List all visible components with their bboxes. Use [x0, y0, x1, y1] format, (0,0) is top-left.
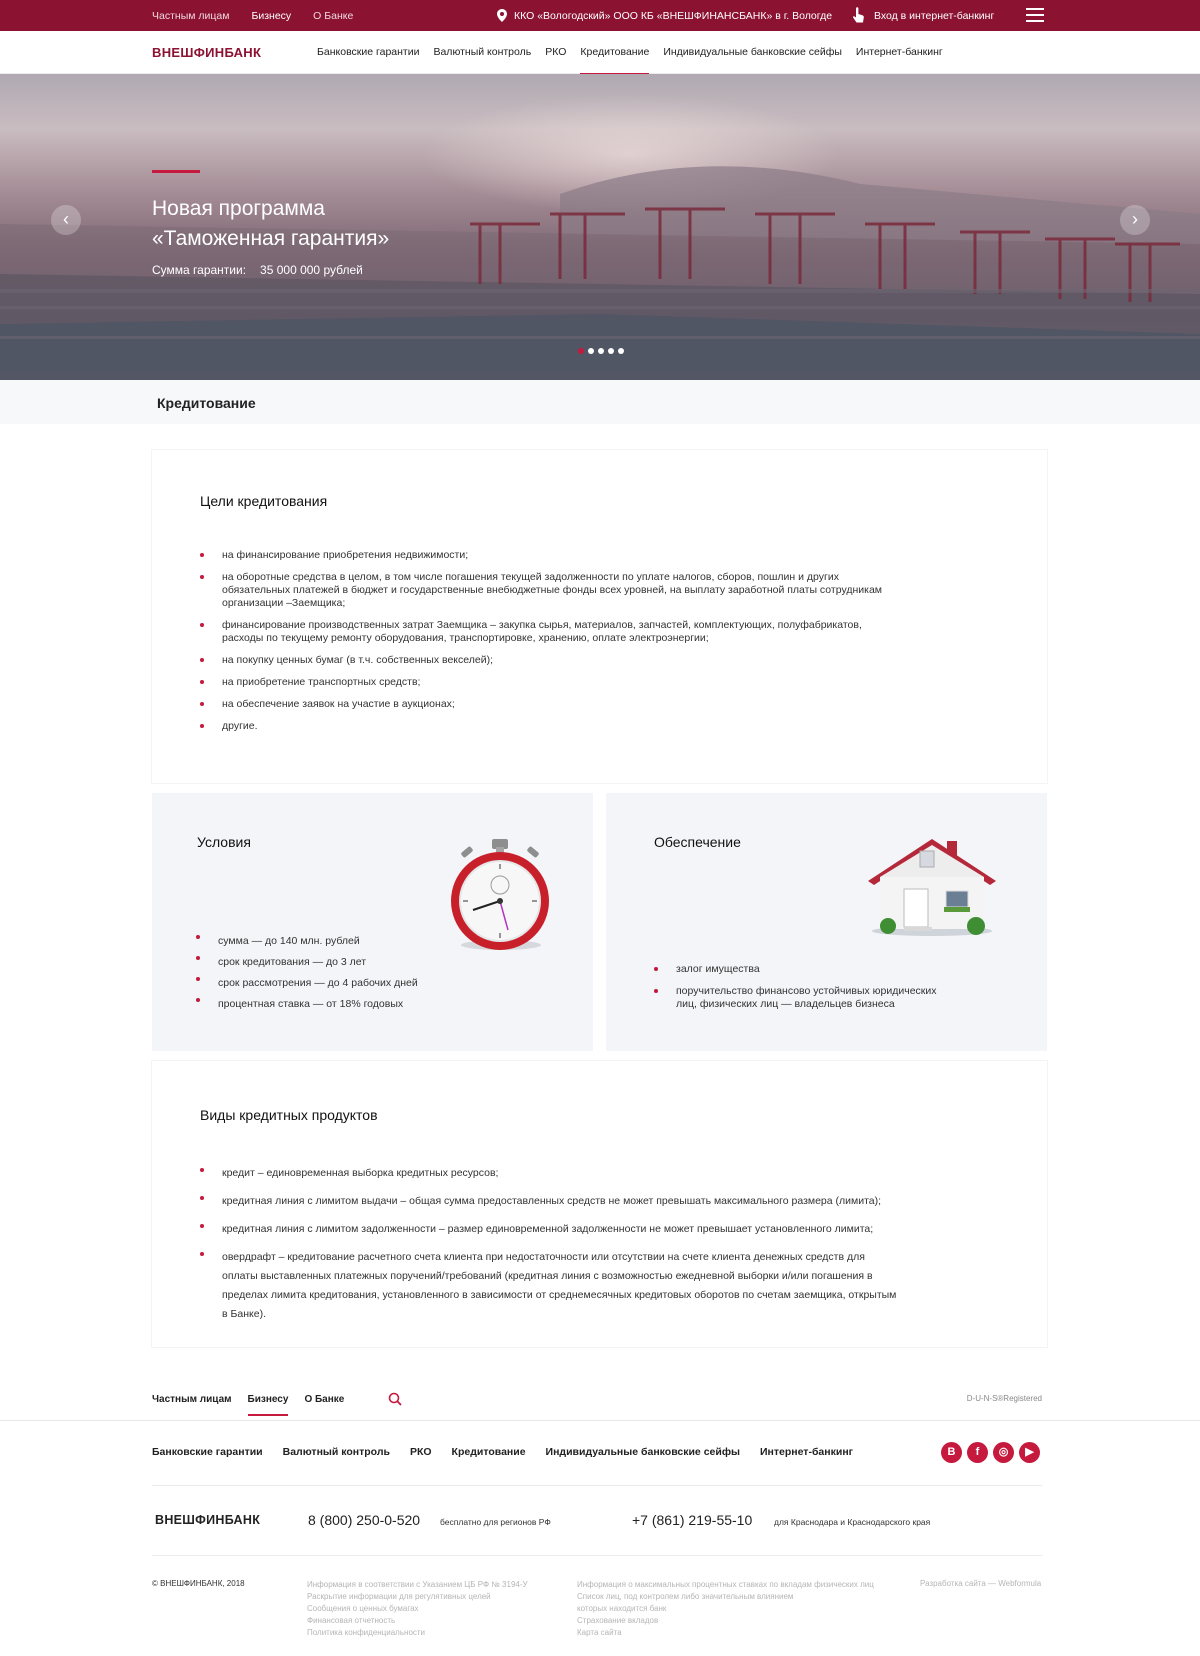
hero-title: Новая программа «Таможенная гарантия»	[152, 197, 390, 250]
list-item: финансирование производственных затрат Заемщика – закупка сырья, материалов, запчастей, комплектующих, полуфабрикатов, расходы по текущему ремонту оборудования, транспортировке, хранению, оплате электроэнергии;	[200, 619, 900, 645]
footer-nav-private[interactable]: Частным лицам	[152, 1394, 232, 1405]
footer-link-currency[interactable]: Валютный контроль	[282, 1446, 390, 1458]
goals-list	[200, 549, 900, 733]
slider-dots	[578, 348, 624, 354]
list-item: срок рассмотрения — до 4 рабочих дней	[196, 973, 496, 994]
top-nav-about[interactable]: О Банке	[313, 9, 354, 22]
footer-link[interactable]: Финансовая отчетность	[307, 1616, 396, 1625]
developer-credit[interactable]: Разработка сайта — Webformula	[920, 1579, 1042, 1588]
list-item: поручительство финансово устойчивых юридических лиц, физических лиц — владельцев бизнеса	[654, 985, 954, 1011]
products-card	[152, 1061, 1047, 1347]
slider-dot[interactable]	[598, 348, 604, 354]
logo[interactable]: ВНЕШФИНБАНК	[152, 45, 262, 60]
footer-link[interactable]: Информация в соответствии с Указанием ЦБ РФ № 3194-У	[307, 1580, 528, 1589]
main-nav	[310, 31, 950, 74]
hand-pointer-icon	[852, 7, 865, 24]
footer-contacts	[152, 1512, 1042, 1536]
footer-services-nav	[152, 1446, 853, 1458]
phone-2[interactable]: +7 (861) 219-55-10	[632, 1512, 753, 1528]
footer-link[interactable]: которых находится банк	[577, 1604, 667, 1613]
footer-nav	[152, 1394, 344, 1416]
products-list	[200, 1164, 900, 1324]
products-title: Виды кредитных продуктов	[200, 1107, 378, 1123]
list-item: на финансирование приобретения недвижимости;	[200, 549, 900, 562]
list-item: кредит – единовременная выборка кредитных ресурсов;	[200, 1164, 900, 1183]
house-icon	[862, 833, 1002, 938]
conditions-list	[196, 931, 496, 1015]
hero-accent-line	[152, 170, 200, 173]
top-nav	[152, 0, 353, 31]
list-item: залог имущества	[654, 963, 954, 976]
footer-link-guarantees[interactable]: Банковские гарантии	[152, 1446, 263, 1458]
footer-logo[interactable]: ВНЕШФИНБАНК	[155, 1513, 261, 1527]
footer-link-rko[interactable]: РКО	[409, 1446, 432, 1458]
slider-dot[interactable]	[608, 348, 614, 354]
phone-1[interactable]: 8 (800) 250-0-520	[308, 1512, 421, 1528]
top-nav-private[interactable]: Частным лицам	[152, 9, 230, 22]
phone-2-note: для Краснодара и Краснодарского края	[774, 1517, 931, 1527]
hero-slider	[0, 74, 1200, 380]
social-links	[941, 1442, 1040, 1463]
list-item: процентная ставка — от 18% годовых	[196, 994, 496, 1015]
page-title-strip	[0, 380, 1200, 424]
footer-link[interactable]: Раскрытие информации для регулятивных целей	[307, 1592, 491, 1601]
nav-lending[interactable]: Кредитование	[573, 31, 656, 74]
list-item: на обеспечение заявок на участие в аукционах;	[200, 698, 900, 711]
footer-link[interactable]: Политика конфиденциальности	[307, 1628, 426, 1637]
footer-links-col1	[307, 1579, 528, 1639]
list-item: овердрафт – кредитование расчетного счета клиента при недостаточности или отсутствии на счете клиента денежных средств для оплаты выставленных платежных поручений/требований (кредитная линия с возможностью ежедневной выборки и/или погашения в пределах лимита кредитования, установленного в зависимости от среднемесячных кредитовых оборотов по счетам заемщика, открытым в Банке).	[200, 1248, 900, 1324]
security-title: Обеспечение	[654, 834, 741, 850]
security-list	[654, 963, 954, 1011]
footer-link-safes[interactable]: Индивидуальные банковские сейфы	[545, 1446, 740, 1458]
internet-banking-login[interactable]	[852, 0, 994, 31]
footer-divider-3	[152, 1555, 1042, 1556]
footer-link[interactable]: Информация о максимальных процентных ставках по вкладам физических лиц	[577, 1580, 874, 1589]
footer-link-ibank[interactable]: Интернет-банкинг	[759, 1446, 854, 1458]
list-item: на оборотные средства в целом, в том числе погашения текущей задолженности по уплате налогов, сборов, пошлин и других обязательных платежей в бюджет и государственные внебюджетные фонды всех уровней, на выплату заработной платы сотрудникам организации –Заемщика;	[200, 571, 900, 610]
nav-safes[interactable]: Индивидуальные банковские сейфы	[663, 46, 842, 58]
list-item: на приобретение транспортных средств;	[200, 676, 900, 689]
slider-dot[interactable]	[578, 348, 584, 354]
footer-link[interactable]: Сообщения о ценных бумагах	[307, 1604, 419, 1613]
facebook-icon[interactable]: f	[967, 1442, 988, 1463]
slider-prev-button[interactable]: ‹	[51, 205, 81, 235]
list-item: срок кредитования — до 3 лет	[196, 952, 496, 973]
footer-link-lending[interactable]: Кредитование	[451, 1446, 526, 1458]
footer-nav-business[interactable]: Бизнесу	[248, 1394, 289, 1416]
footer-link[interactable]: Страхование вкладов	[577, 1616, 659, 1625]
list-item: сумма — до 140 млн. рублей	[196, 931, 496, 952]
nav-rko[interactable]: РКО	[545, 46, 567, 58]
slider-dot[interactable]	[588, 348, 594, 354]
top-nav-business[interactable]: Бизнесу	[251, 9, 292, 22]
slider-dot[interactable]	[618, 348, 624, 354]
list-item: кредитная линия с лимитом выдачи – общая сумма предоставленных средств не может превышать максимального размера (лимита);	[200, 1192, 900, 1211]
office-selector[interactable]	[497, 0, 832, 31]
copyright: © ВНЕШФИНБАНК, 2018	[152, 1579, 245, 1588]
office-address: ККО «Вологодский» ООО КБ «ВНЕШФИНАНСБАНК» в г. Вологде	[514, 9, 833, 22]
security-card	[606, 793, 1047, 1051]
vk-icon[interactable]: В	[941, 1442, 962, 1463]
footer-link[interactable]: Список лиц, под контролем либо значительным влиянием	[577, 1592, 794, 1601]
footer-divider-2	[152, 1485, 1042, 1486]
youtube-icon[interactable]: ▶	[1019, 1442, 1040, 1463]
conditions-title: Условия	[197, 834, 251, 850]
menu-icon[interactable]	[1026, 8, 1044, 23]
page-title: Кредитование	[157, 395, 256, 411]
top-bar	[0, 0, 1200, 31]
location-pin-icon	[497, 9, 507, 22]
list-item: другие.	[200, 720, 900, 733]
footer-nav-about[interactable]: О Банке	[304, 1394, 345, 1405]
slider-next-button[interactable]: ›	[1120, 205, 1150, 235]
goals-card	[152, 450, 1047, 783]
hero-sum-label: Сумма гарантии:	[152, 263, 247, 277]
instagram-icon[interactable]: ◎	[993, 1442, 1014, 1463]
nav-internet-banking[interactable]: Интернет-банкинг	[855, 46, 943, 58]
search-icon[interactable]	[388, 1392, 402, 1406]
footer-divider	[0, 1420, 1200, 1421]
footer-links-col2	[577, 1579, 874, 1639]
login-label: Вход в интернет-банкинг	[874, 9, 995, 22]
hero-sum-value: 35 000 000 рублей	[260, 263, 363, 277]
conditions-card	[152, 793, 593, 1051]
hero-sum	[152, 263, 363, 277]
footer-link[interactable]: Карта сайта	[577, 1628, 622, 1637]
list-item: кредитная линия с лимитом задолженности – размер единовременной задолженности не может превышает установленного лимита;	[200, 1220, 900, 1239]
list-item: на покупку ценных бумаг (в т.ч. собственных векселей);	[200, 654, 900, 667]
duns-badge[interactable]: D-U-N-S®Registered	[966, 1394, 1042, 1403]
nav-currency-control[interactable]: Валютный контроль	[433, 46, 532, 58]
phone-1-note: бесплатно для регионов РФ	[440, 1517, 551, 1527]
nav-bank-guarantees[interactable]: Банковские гарантии	[317, 46, 420, 58]
main-header	[0, 31, 1200, 74]
goals-title: Цели кредитования	[200, 493, 328, 509]
footer-top	[152, 1384, 1042, 1420]
